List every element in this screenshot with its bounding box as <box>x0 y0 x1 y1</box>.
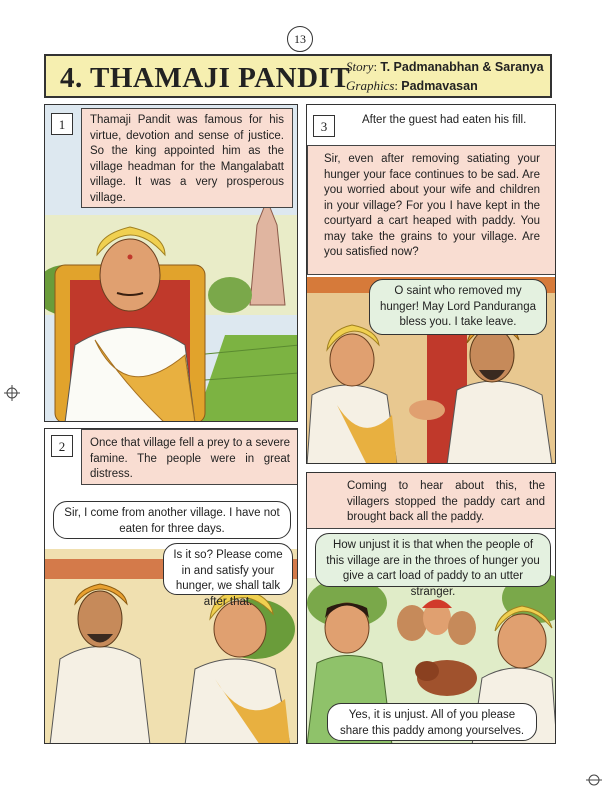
panel-4-caption: Coming to hear about this, the villagers stopped the paddy cart and brought back all the paddy. <box>307 473 556 529</box>
comic-panel-4 <box>306 472 556 744</box>
panel-2-number: 2 <box>51 435 73 457</box>
graphics-credit: Graphics: Padmavasan <box>346 78 478 93</box>
panel-3-narration: Sir, even after removing satiating your hunger your face continues to be sad. Are you worried about your wife and children in your village? For you I have kept in the courtyard a cart heaped with paddy. You may take the grains to your village. Are you satisfied now? <box>307 145 556 275</box>
graphics-label: Graphics <box>346 78 395 93</box>
story-label: Story <box>346 59 374 74</box>
comic-panel-2 <box>44 428 298 744</box>
panel-1-number: 1 <box>51 113 73 135</box>
registration-mark-icon <box>586 772 602 788</box>
graphics-artist: Padmavasan <box>401 79 478 93</box>
panel-3-caption: After the guest had eaten his fill. <box>362 114 527 126</box>
panel-2-caption: Once that village fell a prey to a severe famine. The people were in great distress. <box>81 429 298 485</box>
panel-2-speech-bubble-guest: Sir, I come from another village. I have not eaten for three days. <box>53 501 291 539</box>
registration-mark-icon <box>4 385 20 401</box>
panel-1-caption: Thamaji Pandit was famous for his virtue, devotion and sense of justice. So the king appointed him as the village headman for the Mangalabatt village. It was a very prosperous village. <box>81 108 293 208</box>
story-title: 4. THAMAJI PANDIT <box>60 62 351 94</box>
panel-2-speech-bubble-host: Is it so? Please come in and satisfy your hunger, we shall talk after that. <box>163 543 293 595</box>
story-credit: Story: T. Padmanabhan & Saranya <box>346 59 544 74</box>
panel-4-speech-bubble-villager: How unjust it is that when the people of this village are in the throes of hunger you give a cart load of paddy to an utter stranger. <box>315 533 551 587</box>
panel-3-speech-bubble: O saint who removed my hunger! May Lord Panduranga bless you. I take leave. <box>369 279 547 335</box>
panel-4-speech-bubble-headman: Yes, it is unjust. All of you please share this paddy among yourselves. <box>327 703 537 741</box>
panel-3-number: 3 <box>313 115 335 137</box>
story-authors: T. Padmanabhan & Saranya <box>380 60 544 74</box>
comic-panel-3 <box>306 104 556 464</box>
title-banner <box>44 54 552 98</box>
comic-panel-1 <box>44 104 298 422</box>
page-number: 13 <box>287 26 313 52</box>
